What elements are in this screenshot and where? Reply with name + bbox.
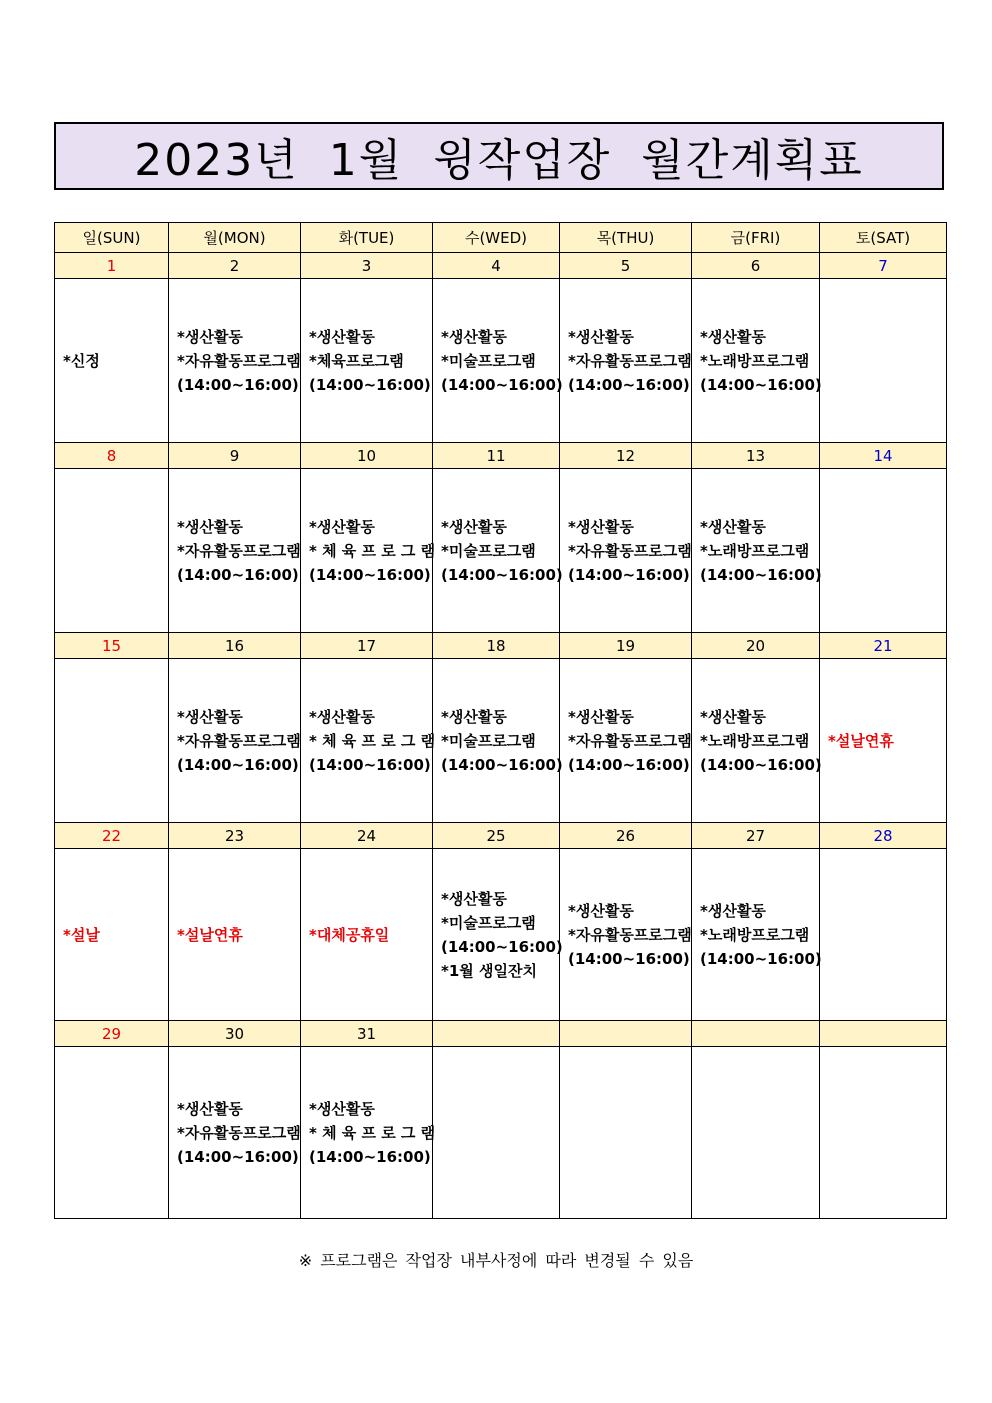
weekday-header: 화(TUE) [301, 223, 433, 253]
schedule-entry: *생산활동 [441, 517, 507, 536]
schedule-entry: *자유활동프로그램 [177, 351, 301, 370]
date-row [55, 443, 947, 469]
date-number: 25 [433, 823, 560, 849]
day-cell [433, 849, 563, 1021]
schedule-entry: *생산활동 [309, 327, 375, 346]
date-number: 31 [301, 1021, 433, 1047]
weekday-header: 목(THU) [560, 223, 692, 253]
schedule-entry: *생산활동 [309, 1099, 375, 1118]
schedule-row [55, 279, 947, 443]
day-cell [560, 279, 692, 443]
date-number: 29 [55, 1021, 169, 1047]
day-cell [692, 469, 820, 633]
date-number: 15 [55, 633, 169, 659]
schedule-entry: *노래방프로그램 [700, 925, 810, 944]
schedule-row [55, 659, 947, 823]
schedule-entry: *생산활동 [309, 707, 375, 726]
schedule-row [55, 469, 947, 633]
schedule-entry: *체육프로그램 [309, 351, 404, 370]
date-number: 30 [169, 1021, 301, 1047]
day-cell [820, 1047, 947, 1219]
date-number: 23 [169, 823, 301, 849]
schedule-entry: (14:00~16:00) [441, 755, 563, 774]
schedule-entry: *노래방프로그램 [700, 351, 810, 370]
schedule-entry: *생산활동 [568, 327, 634, 346]
schedule-entry: *생산활동 [568, 517, 634, 536]
footnote: ※ 프로그램은 작업장 내부사정에 따라 변경될 수 있음 [298, 1251, 694, 1270]
date-row [55, 633, 947, 659]
date-row [55, 823, 947, 849]
date-number: 17 [301, 633, 433, 659]
day-cell [820, 659, 947, 823]
date-number: 20 [692, 633, 820, 659]
schedule-entry: *노래방프로그램 [700, 731, 810, 750]
day-cell [301, 469, 436, 633]
schedule-entry: *미술프로그램 [441, 731, 536, 750]
date-number: 4 [433, 253, 560, 279]
day-cell [169, 849, 301, 1021]
schedule-entry: (14:00~16:00) [700, 565, 822, 584]
date-number: 7 [820, 253, 947, 279]
schedule-entry: *생산활동 [700, 517, 766, 536]
schedule-entry: (14:00~16:00) [309, 755, 431, 774]
schedule-entry: *설날 [63, 925, 100, 944]
day-cell [692, 279, 820, 443]
schedule-entry: (14:00~16:00) [441, 565, 563, 584]
day-cell [169, 279, 301, 443]
schedule-entry: *자유활동프로그램 [568, 541, 692, 560]
schedule-entry: (14:00~16:00) [177, 565, 299, 584]
weekday-header: 토(SAT) [820, 223, 947, 253]
day-cell [692, 659, 820, 823]
schedule-entry: *자유활동프로그램 [568, 925, 692, 944]
day-cell [169, 469, 301, 633]
day-cell [692, 849, 820, 1021]
schedule-entry: *자유활동프로그램 [177, 1123, 301, 1142]
day-cell [433, 279, 563, 443]
weekday-header: 일(SUN) [55, 223, 169, 253]
date-row [55, 1021, 947, 1047]
date-number: 14 [820, 443, 947, 469]
day-cell [301, 279, 433, 443]
schedule-entry: *미술프로그램 [441, 541, 536, 560]
schedule-entry: * 체 육 프 로 그 램 [309, 731, 436, 750]
page-title: 2023년 1월 윙작업장 월간계획표 [134, 135, 864, 186]
date-row [55, 253, 947, 279]
date-number: 1 [55, 253, 169, 279]
weekday-header: 월(MON) [169, 223, 301, 253]
schedule-entry: (14:00~16:00) [700, 949, 822, 968]
date-number: 16 [169, 633, 301, 659]
schedule-entry: (14:00~16:00) [700, 755, 822, 774]
date-number: 2 [169, 253, 301, 279]
date-number: 6 [692, 253, 820, 279]
schedule-entry: *미술프로그램 [441, 351, 536, 370]
weekday-header: 금(FRI) [692, 223, 820, 253]
schedule-entry: *생산활동 [441, 327, 507, 346]
schedule-entry: *미술프로그램 [441, 913, 536, 932]
date-number: 27 [692, 823, 820, 849]
day-cell [301, 849, 433, 1021]
day-cell [55, 279, 169, 443]
schedule-entry: (14:00~16:00) [177, 1147, 299, 1166]
schedule-row [55, 849, 947, 1021]
schedule-entry: *설날연휴 [828, 731, 894, 750]
schedule-entry: *생산활동 [700, 901, 766, 920]
schedule-entry: *생산활동 [700, 707, 766, 726]
date-number: 28 [820, 823, 947, 849]
day-cell [433, 469, 563, 633]
schedule-row [55, 1047, 947, 1219]
date-number: 12 [560, 443, 692, 469]
day-cell [55, 659, 169, 823]
date-number [560, 1021, 692, 1047]
schedule-entry: (14:00~16:00) [568, 949, 690, 968]
schedule-entry: *생산활동 [177, 707, 243, 726]
schedule-entry: *자유활동프로그램 [568, 351, 692, 370]
date-number: 24 [301, 823, 433, 849]
day-cell [560, 849, 692, 1021]
schedule-entry: (14:00~16:00) [700, 375, 822, 394]
date-number: 13 [692, 443, 820, 469]
day-cell [169, 1047, 301, 1219]
weekday-header-row [55, 223, 947, 253]
day-cell [433, 659, 563, 823]
schedule-entry: *생산활동 [309, 517, 375, 536]
schedule-entry: *자유활동프로그램 [177, 731, 301, 750]
date-number [433, 1021, 560, 1047]
schedule-entry: (14:00~16:00) [177, 755, 299, 774]
day-cell [820, 279, 947, 443]
schedule-entry: (14:00~16:00) [441, 375, 563, 394]
date-number: 5 [560, 253, 692, 279]
schedule-entry: * 체 육 프 로 그 램 [309, 1123, 436, 1142]
day-cell [560, 659, 692, 823]
date-number [692, 1021, 820, 1047]
schedule-entry: *자유활동프로그램 [568, 731, 692, 750]
date-number: 26 [560, 823, 692, 849]
date-number: 22 [55, 823, 169, 849]
day-cell [55, 469, 169, 633]
schedule-entry: *노래방프로그램 [700, 541, 810, 560]
schedule-entry: (14:00~16:00) [568, 375, 690, 394]
schedule-entry: *생산활동 [177, 327, 243, 346]
schedule-entry: (14:00~16:00) [568, 755, 690, 774]
schedule-entry: (14:00~16:00) [568, 565, 690, 584]
day-cell [433, 1047, 560, 1219]
schedule-entry: *생산활동 [177, 517, 243, 536]
schedule-entry: *1월 생일잔치 [441, 961, 537, 980]
schedule-entry: *생산활동 [568, 707, 634, 726]
title-banner [54, 122, 944, 190]
day-cell [55, 1047, 169, 1219]
schedule-entry: *자유활동프로그램 [177, 541, 301, 560]
schedule-entry: *신정 [63, 351, 100, 370]
schedule-entry: (14:00~16:00) [441, 937, 563, 956]
date-number: 10 [301, 443, 433, 469]
date-number [820, 1021, 947, 1047]
schedule-entry: *생산활동 [568, 901, 634, 920]
day-cell [55, 849, 169, 1021]
date-number: 19 [560, 633, 692, 659]
schedule-entry: *생산활동 [177, 1099, 243, 1118]
schedule-entry: *생산활동 [441, 707, 507, 726]
date-number: 8 [55, 443, 169, 469]
date-number: 11 [433, 443, 560, 469]
day-cell [560, 469, 692, 633]
day-cell [560, 1047, 692, 1219]
date-number: 21 [820, 633, 947, 659]
date-number: 18 [433, 633, 560, 659]
day-cell [301, 1047, 436, 1219]
schedule-entry: * 체 육 프 로 그 램 [309, 541, 436, 560]
schedule-entry: (14:00~16:00) [177, 375, 299, 394]
schedule-entry: (14:00~16:00) [309, 1147, 431, 1166]
day-cell [169, 659, 301, 823]
schedule-entry: *생산활동 [700, 327, 766, 346]
schedule-entry: *대체공휴일 [309, 925, 390, 944]
weekday-header: 수(WED) [433, 223, 560, 253]
date-number: 3 [301, 253, 433, 279]
day-cell [692, 1047, 820, 1219]
schedule-entry: *생산활동 [441, 889, 507, 908]
schedule-entry: *설날연휴 [177, 925, 243, 944]
schedule-entry: (14:00~16:00) [309, 375, 431, 394]
day-cell [820, 469, 947, 633]
day-cell [301, 659, 436, 823]
calendar-table [54, 222, 947, 1219]
day-cell [820, 849, 947, 1021]
date-number: 9 [169, 443, 301, 469]
schedule-entry: (14:00~16:00) [309, 565, 431, 584]
